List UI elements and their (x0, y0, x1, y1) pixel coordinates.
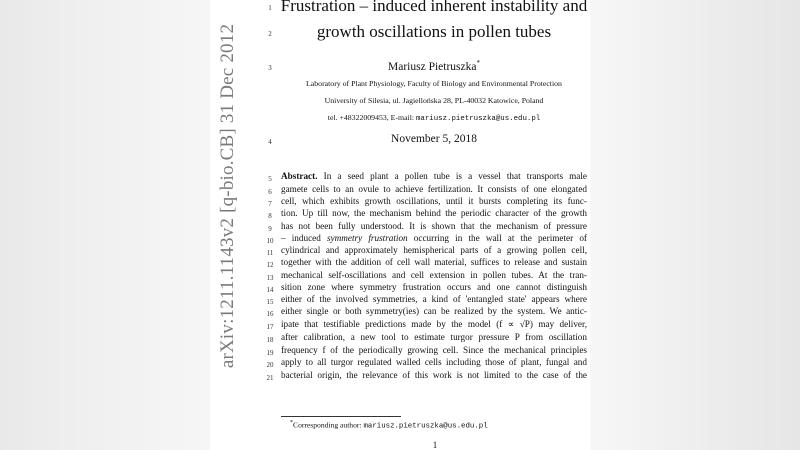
footnote-email[interactable]: mariusz.pietruszka@us.edu.pl (363, 422, 488, 431)
line-number: 8 (268, 212, 272, 220)
line-number: 11 (266, 249, 274, 257)
line-number: 17 (266, 323, 274, 331)
abstract-line: tion. Up till now, the mechanism behind the periodic character of the growth (281, 208, 587, 218)
emphasis-symmetry-frustration: symmetry frustration (326, 233, 408, 243)
abstract-line: gamete cells to an ovule to achieve fertilization. It consists of one elongated (281, 184, 587, 194)
line-number: 13 (266, 274, 274, 282)
line-number: 15 (266, 298, 274, 306)
line-number: 19 (266, 349, 274, 357)
background-right (590, 0, 800, 450)
contact-line (278, 113, 590, 123)
author-email[interactable]: mariusz.pietruszka@us.edu.pl (416, 115, 541, 123)
abstract-line: Abstract. In a seed plant a pollen tube is a vessel that transports male (281, 171, 588, 181)
line-number: 2 (268, 30, 272, 38)
line-number: 1 (268, 4, 272, 12)
abstract-line: cylindrical and approximately hemispherical parts of a growing pollen cell, (281, 245, 587, 255)
abstract-line: frequency f of the periodically growing cell. Since the mechanical principles (281, 345, 587, 355)
abstract-line: ipate that testifiable predictions made by the model (f ∝ √P) may deliver, (281, 319, 587, 329)
abstract-line: either of the involved symmetries, a kind of 'entangled state' appears where (281, 294, 587, 304)
author-name-text: Mariusz Pietruszka (388, 60, 477, 73)
abstract-line: bacterial origin, the relevance of this work is not limited to the case of the (281, 370, 587, 380)
footnote-mark: * (290, 420, 293, 426)
line-number: 10 (266, 237, 274, 245)
line-number: 3 (268, 64, 272, 72)
line-number: 6 (268, 188, 272, 196)
line-number: 4 (268, 138, 272, 146)
footnote-rule (281, 416, 401, 417)
abstract-line: apply to all turgor regulated walled cells including those of plant, fungal and (281, 357, 587, 367)
author-footnote-mark: * (476, 59, 480, 67)
line-number: 7 (268, 200, 272, 208)
abstract-line: mechanical self-oscillations and cell extension in pollen tubes. At the tran- (281, 270, 587, 280)
line-number: 18 (266, 336, 274, 344)
line-number: 21 (266, 374, 274, 382)
arxiv-identifier: arXiv:1211.1143v2 [q-bio.CB] 31 Dec 2012 (217, 23, 238, 369)
abstract-line: has not been fully understood. It is shown that the mechanism of pressure (281, 221, 587, 231)
line-number: 14 (266, 286, 274, 294)
footnote-text: Corresponding author: (293, 420, 364, 430)
abstract-label: Abstract. (281, 171, 318, 181)
line-number: 20 (266, 361, 274, 369)
author-name (278, 59, 590, 73)
abstract-line: – induced symmetry frustration occurring in the wall at the perimeter of (281, 233, 587, 243)
paper-title-line-2: growth oscillations in pollen tubes (316, 22, 552, 41)
page-number: 1 (432, 440, 438, 450)
abstract-line: either single or both symmetry(ies) can be realized by the system. We antic- (281, 306, 587, 316)
abstract-line: together with the addition of cell wall material, suffices to release and sustain (281, 257, 587, 267)
abstract-line: cell, which exhibits growth oscillations, until it bursts completing its func- (281, 196, 587, 206)
background-left (0, 0, 210, 450)
affiliation-line-1: Laboratory of Plant Physiology, Faculty of Biology and Environmental Protection (306, 79, 562, 88)
line-number: 9 (268, 225, 272, 233)
line-number: 12 (266, 261, 274, 269)
line-number: 16 (266, 310, 274, 318)
footnote (290, 420, 488, 431)
abstract-line: sition zone where symmetry frustration occurs and one cannot distinguish (281, 282, 587, 292)
abstract-line: after calibration, a new tool to estimate turgor pressure P from oscillation (281, 332, 587, 342)
affiliation-line-2: University of Silesia, ul. Jagiellońska 28, PL-40032 Katowice, Poland (324, 96, 544, 105)
contact-phone: tel. +48322009453, E-mail: (327, 113, 416, 122)
line-number: 5 (268, 175, 272, 183)
paper-date: November 5, 2018 (391, 133, 477, 145)
paper-title-line-1: Frustration – induced inherent instability and (280, 0, 588, 15)
